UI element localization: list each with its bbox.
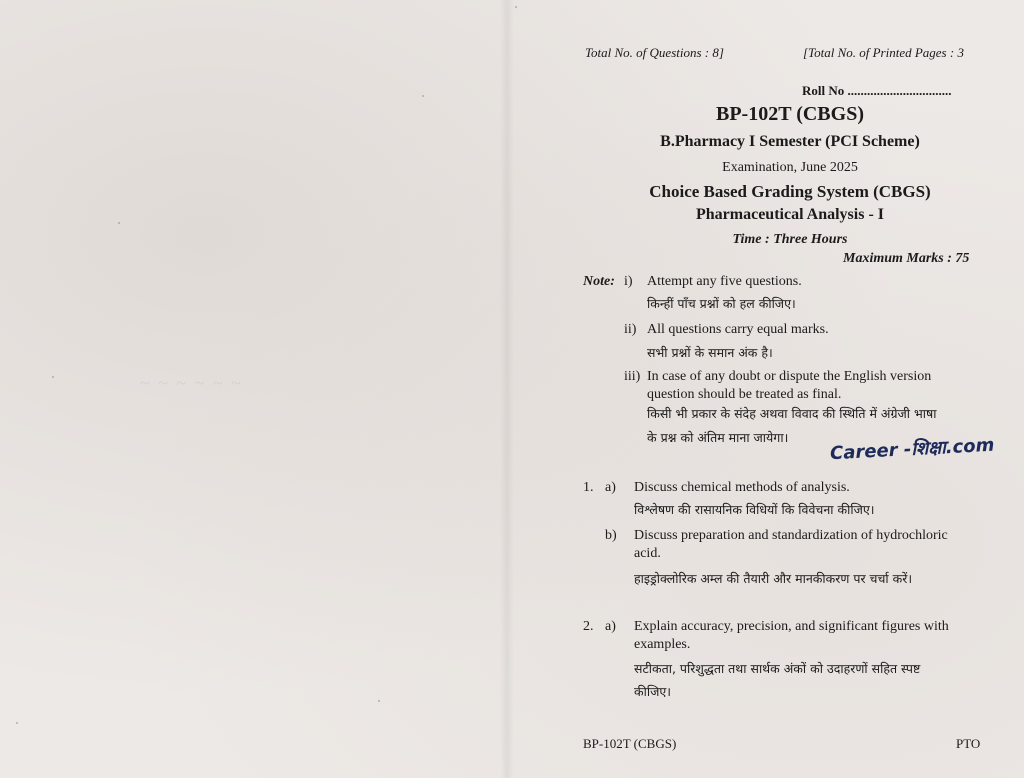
note-label: Note: — [583, 274, 615, 289]
subject-title: Pharmaceutical Analysis - I — [696, 206, 884, 223]
note-item-hindi: के प्रश्न को अंतिम माना जायेगा। — [647, 430, 789, 445]
note-item-number: iii) — [624, 369, 641, 384]
note-item-text: Attempt any five questions. — [647, 274, 802, 289]
time-allowed: Time : Three Hours — [732, 232, 848, 247]
question-text: Discuss chemical methods of analysis. — [634, 480, 850, 495]
question-text: Discuss preparation and standardization of hydrochloric — [634, 528, 948, 543]
paper-speck — [422, 95, 424, 97]
note-item-number: ii) — [624, 322, 637, 337]
note-item-number: i) — [624, 274, 633, 289]
note-item-hindi: किन्हीं पाँच प्रश्नों को हल कीजिए। — [647, 296, 796, 311]
question-part-label: a) — [605, 480, 616, 495]
program-name: B.Pharmacy I Semester (PCI Scheme) — [660, 133, 920, 150]
note-item-text: In case of any doubt or dispute the English version — [647, 369, 932, 384]
question-part-label: b) — [605, 528, 617, 543]
roll-no: Roll No ................................ — [802, 83, 952, 98]
note-item-text: question should be treated as final. — [647, 387, 842, 402]
question-text: Explain accuracy, precision, and significant figures with — [634, 619, 949, 634]
question-text-hindi: कीजिए। — [634, 684, 672, 699]
paper-speck — [118, 222, 120, 224]
bleed-through-text: ~ ~ ~ ~ ~ ~ — [140, 373, 243, 393]
question-text-hindi: विश्लेषण की रासायनिक विधियों कि विवेचना कीजिए। — [634, 502, 875, 517]
question-number: 2. — [583, 619, 594, 634]
paper-speck — [515, 6, 517, 8]
question-part-label: a) — [605, 619, 616, 634]
question-text: examples. — [634, 637, 691, 652]
page-fold-shadow — [500, 0, 514, 778]
total-questions: Total No. of Questions : 8] — [585, 45, 724, 60]
paper-speck — [378, 700, 380, 702]
total-pages: [Total No. of Printed Pages : 3 — [803, 45, 964, 60]
paper-speck — [16, 722, 18, 724]
note-item-hindi: किसी भी प्रकार के संदेह अथवा विवाद की स्थिति में अंग्रेजी भाषा — [647, 406, 937, 421]
question-text-hindi: हाइड्रोक्लोरिक अम्ल की तैयारी और मानकीकरण पर चर्चा करें। — [634, 571, 913, 586]
paper-code: BP-102T (CBGS) — [716, 103, 864, 125]
footer-paper-code: BP-102T (CBGS) — [583, 736, 677, 751]
question-text-hindi: सटीकता, परिशुद्धता तथा सार्थक अंकों को उदाहरणों सहित स्पष्ट — [634, 661, 921, 676]
website-watermark: Career -शिक्षा.com — [829, 434, 995, 465]
note-item-hindi: सभी प्रश्नों के समान अंक है। — [647, 345, 773, 360]
grading-system: Choice Based Grading System (CBGS) — [649, 182, 931, 201]
maximum-marks: Maximum Marks : 75 — [843, 251, 970, 266]
question-text: acid. — [634, 546, 661, 561]
paper-speck — [52, 376, 54, 378]
question-number: 1. — [583, 480, 594, 495]
note-item-text: All questions carry equal marks. — [647, 322, 829, 337]
page-turn-over: PTO — [956, 736, 981, 751]
exam-session: Examination, June 2025 — [722, 160, 858, 175]
